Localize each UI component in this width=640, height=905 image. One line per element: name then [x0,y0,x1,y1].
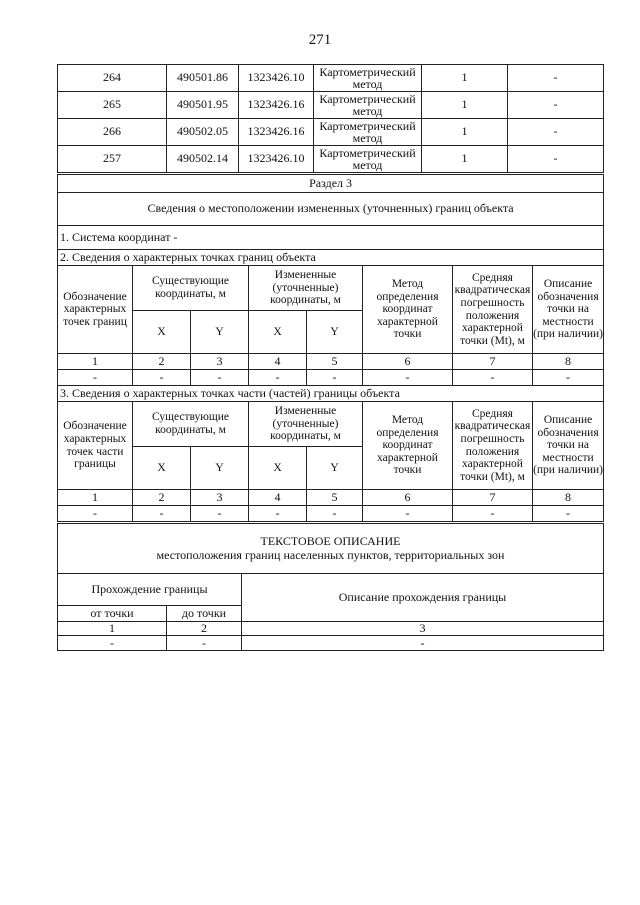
col-number: 2 [133,490,191,506]
column-numbers-row [58,490,604,506]
dash-cell: - [363,506,453,522]
y-header: Y [307,447,363,490]
dash-cell: - [249,506,307,522]
x-coordinate: 490501.86 [167,65,239,92]
col-number: 7 [453,490,533,506]
point-number: 266 [58,119,167,146]
dash-cell: - [58,636,167,651]
dash-cell: - [453,506,533,522]
col-number: 6 [363,354,453,370]
passage-description-header: Описание прохождения границы [242,574,604,622]
accuracy-header: Средняя квадратическая погрешность положения характерной точки (Mt), м [453,266,533,354]
col-number: 4 [249,490,307,506]
col-number: 8 [533,490,604,506]
method-cell: Картометрический метод [314,92,422,119]
text-description-table [57,523,604,651]
dash-cell: - [453,370,533,386]
dash-cell: - [242,636,604,651]
existing-coords-header: Существующие координаты, м [133,402,249,447]
x-header: X [133,447,191,490]
accuracy-cell: 1 [422,92,508,119]
table-row [58,636,604,651]
section-subtitle: Сведения о местоположении измененных (уточненных) границ объекта [58,193,604,226]
col-number: 4 [249,354,307,370]
col-number: 1 [58,622,167,636]
col-number: 6 [363,490,453,506]
col-number: 3 [191,490,249,506]
text-description-title: ТЕКСТОВОЕ ОПИСАНИЕ [260,534,401,549]
description-header: Описание обозначения точки на местности (при наличии) [533,402,604,490]
dash-cell: - [363,370,453,386]
x-coordinate: 490501.95 [167,92,239,119]
description-cell: - [508,119,604,146]
column-numbers-row [58,622,604,636]
description-header: Описание обозначения точки на местности (при наличии) [533,266,604,354]
dash-cell: - [58,506,133,522]
table-row [58,119,604,146]
y-header: Y [191,311,249,354]
accuracy-cell: 1 [422,146,508,173]
table-row [58,65,604,92]
dash-cell: - [133,506,191,522]
description-cell: - [508,92,604,119]
y-coordinate: 1323426.10 [239,65,314,92]
col-number: 3 [191,354,249,370]
col-number: 8 [533,354,604,370]
changed-coords-header: Измененные (уточненные) координаты, м [249,402,363,447]
x-header: X [249,447,307,490]
method-cell: Картометрический метод [314,146,422,173]
accuracy-header: Средняя квадратическая погрешность положения характерной точки (Mt), м [453,402,533,490]
dash-cell: - [533,506,604,522]
col-number: 2 [167,622,242,636]
description-cell: - [508,146,604,173]
dash-cell: - [133,370,191,386]
accuracy-cell: 1 [422,119,508,146]
dash-cell: - [307,370,363,386]
col-number: 7 [453,354,533,370]
method-header: Метод определения координат характерной точки [363,266,453,354]
x-header: X [133,311,191,354]
table-row [58,370,604,386]
from-point-header: от точки [58,606,167,622]
text-description-subtitle: местоположения границ населенных пунктов, территориальных зон [156,547,505,562]
points-table-continuation [57,64,604,173]
col-number: 3 [242,622,604,636]
method-cell: Картометрический метод [314,119,422,146]
y-header: Y [191,447,249,490]
point-number: 264 [58,65,167,92]
dash-cell: - [58,370,133,386]
section-3-table [57,174,604,522]
dash-cell: - [191,506,249,522]
col-number: 5 [307,354,363,370]
dash-cell: - [167,636,242,651]
to-point-header: до точки [167,606,242,622]
x-coordinate: 490502.14 [167,146,239,173]
changed-coords-header: Измененные (уточненные) координаты, м [249,266,363,311]
y-coordinate: 1323426.16 [239,92,314,119]
col-number: 1 [58,490,133,506]
point-designation-header: Обозначение характерных точек границ [58,266,133,354]
column-numbers-row [58,354,604,370]
accuracy-cell: 1 [422,65,508,92]
passage-header: Прохождение границы [58,574,242,606]
method-cell: Картометрический метод [314,65,422,92]
col-number: 2 [133,354,191,370]
coordinate-system: 1. Система координат - [58,226,604,250]
dash-cell: - [533,370,604,386]
method-header: Метод определения координат характерной точки [363,402,453,490]
x-coordinate: 490502.05 [167,119,239,146]
col-number: 5 [307,490,363,506]
dash-cell: - [191,370,249,386]
point-number: 257 [58,146,167,173]
existing-coords-header: Существующие координаты, м [133,266,249,311]
point-number: 265 [58,92,167,119]
block-1-title: 2. Сведения о характерных точках границ объекта [58,250,604,266]
y-coordinate: 1323426.16 [239,119,314,146]
y-coordinate: 1323426.10 [239,146,314,173]
section-title: Раздел 3 [58,175,604,193]
text-description-heading [58,524,604,574]
page-number: 271 [308,32,332,48]
y-header: Y [307,311,363,354]
table-row [58,146,604,173]
x-header: X [249,311,307,354]
description-cell: - [508,65,604,92]
block-2-title: 3. Сведения о характерных точках части (частей) границы объекта [58,386,604,402]
point-designation-header: Обозначение характерных точек части границы [58,402,133,490]
col-number: 1 [58,354,133,370]
table-row [58,92,604,119]
table-row [58,506,604,522]
dash-cell: - [249,370,307,386]
dash-cell: - [307,506,363,522]
